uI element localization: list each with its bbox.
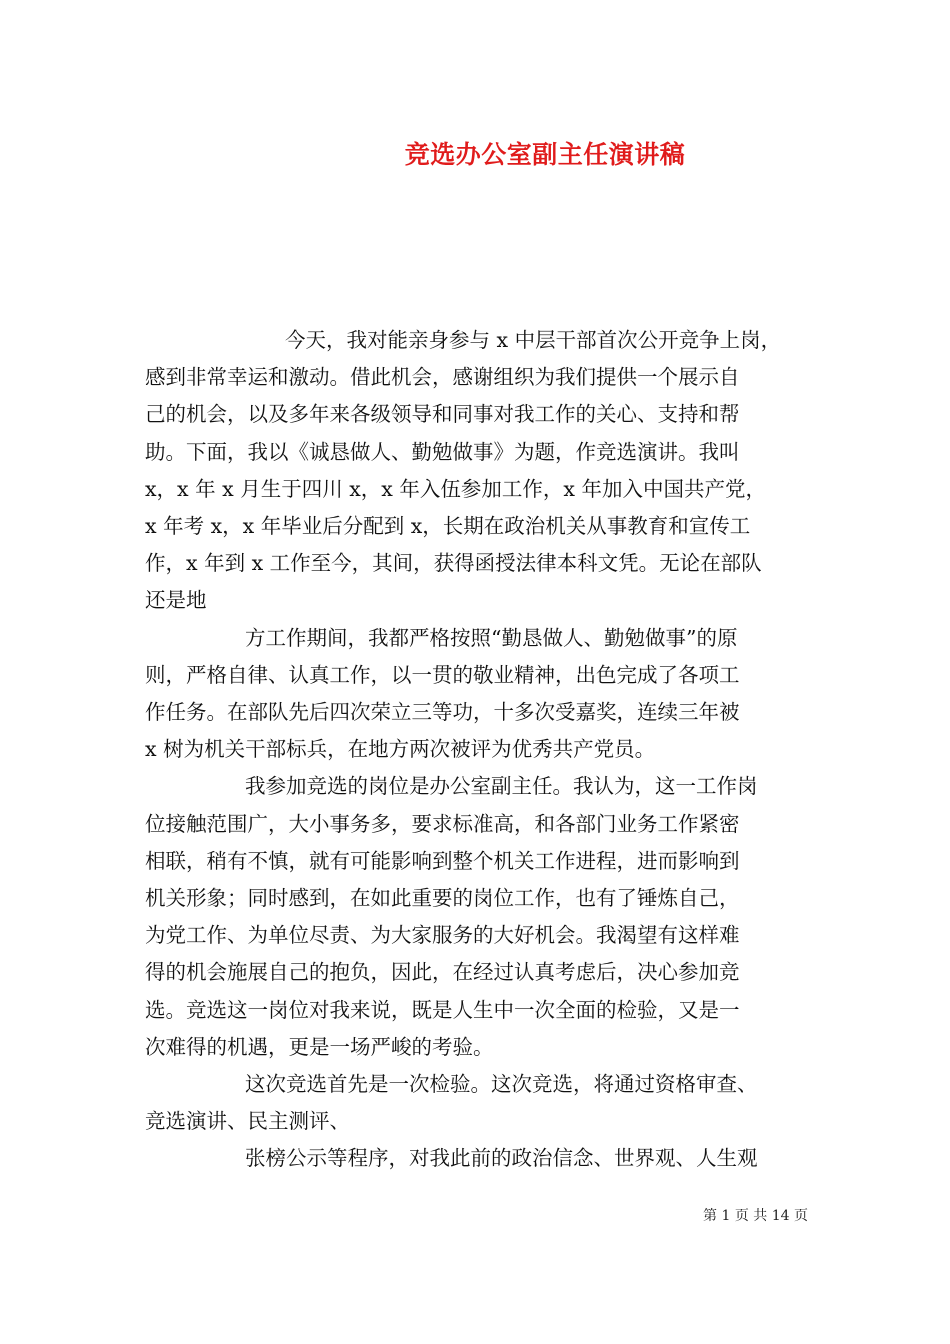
text-line: 得的机会施展自己的抱负，因此，在经过认真考虑后，决心参加竞	[145, 960, 740, 985]
text-line: 我参加竞选的岗位是办公室副主任。我认为，这一工作岗	[245, 774, 758, 799]
text-line: 竞选演讲、民主测评、	[145, 1109, 350, 1134]
text-line: 作，x 年到 x 工作至今，其间，获得函授法律本科文凭。无论在部队	[145, 551, 762, 576]
text-line: 方工作期间，我都严格按照“勤恳做人、勤勉做事”的原	[245, 625, 738, 650]
text-line: 还是地	[145, 588, 207, 613]
text-line: 位接触范围广，大小事务多，要求标准高，和各部门业务工作紧密	[145, 811, 740, 836]
text-line: 为党工作、为单位尽责、为大家服务的大好机会。我渴望有这样难	[145, 923, 740, 948]
text-line: 张榜公示等程序，对我此前的政治信念、世界观、人生观	[245, 1146, 758, 1171]
text-line: 这次竞选首先是一次检验。这次竞选，将通过资格审查、	[245, 1072, 758, 1097]
text-line: 选。竞选这一岗位对我来说，既是人生中一次全面的检验，又是一	[145, 997, 740, 1022]
text-line: 机关形象；同时感到，在如此重要的岗位工作，也有了锤炼自己，	[145, 886, 740, 911]
text-line: 助。下面，我以《诚恳做人、勤勉做事》为题，作竞选演讲。我叫	[145, 439, 740, 464]
document-title: 竞选办公室副主任演讲稿	[404, 140, 686, 169]
text-line: 次难得的机遇，更是一场严峻的考验。	[145, 1034, 494, 1059]
text-line: 今天，我对能亲身参与 x 中层干部首次公开竞争上岗，	[285, 328, 782, 352]
text-line: 作任务。在部队先后四次荣立三等功，十多次受嘉奖，连续三年被	[145, 700, 740, 725]
document-body	[145, 322, 810, 1178]
text-line: 己的机会，以及多年来各级领导和同事对我工作的关心、支持和帮	[145, 402, 740, 427]
text-line: x 年考 x，x 年毕业后分配到 x，长期在政治机关从事教育和宣传工	[145, 514, 751, 539]
text-line: 相联，稍有不慎，就有可能影响到整个机关工作进程，进而影响到	[145, 848, 740, 873]
text-line: 则，严格自律、认真工作，以一贯的敬业精神，出色完成了各项工	[145, 662, 740, 687]
text-line: x，x 年 x 月生于四川 x，x 年入伍参加工作，x 年加入中国共产党，	[145, 476, 766, 501]
text-line: 感到非常幸运和激动。借此机会，感谢组织为我们提供一个展示自	[145, 365, 740, 390]
page-number: 第 1 页 共 14 页	[703, 1208, 808, 1224]
text-line: x 树为机关干部标兵，在地方两次被评为优秀共产党员。	[145, 737, 656, 762]
